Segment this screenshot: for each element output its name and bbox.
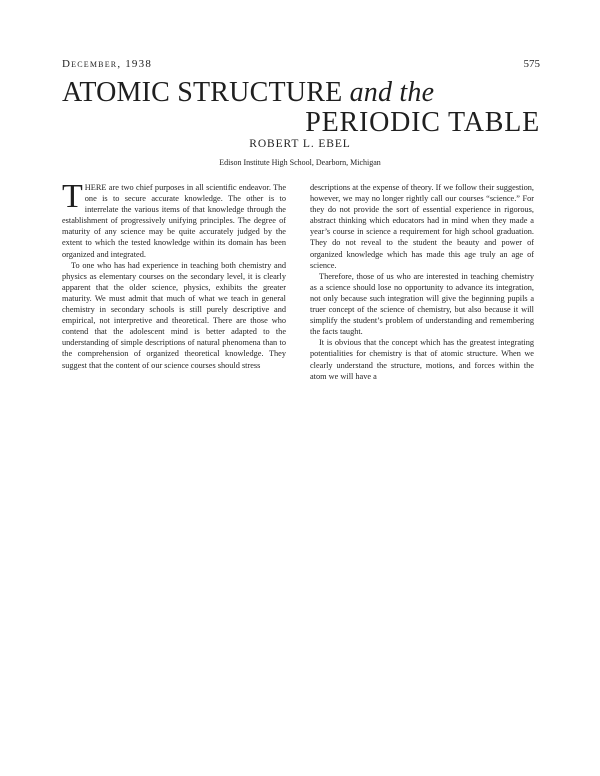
paragraph: To one who has had experience in teaching both chemistry and physics as elementary courses on the secondary level, it is clearly apparent that the older science, physics, exhibits the greater maturity. We must admit that much of what we teach in general chemistry in secondary schools is still purely descriptive and empirical, not interpretive and theoretical. There are those who contend that the adolescent mind is better adapted to the understanding of simple descriptions of natural phenomena than to the comprehension of organized theoretical knowledge. They suggest that the content of our science courses should stress [62, 260, 286, 370]
running-head: December, 1938 [62, 58, 153, 70]
title-line-2: PERIODIC TABLE [305, 107, 540, 138]
paragraph [62, 178, 286, 260]
article-title [62, 78, 540, 138]
title-line-1 [62, 78, 540, 108]
body-column-right [310, 182, 534, 382]
paragraph: Therefore, those of us who are interested in teaching chemistry as a science should lose no opportunity to advance its integration, not only because such integration will give the beginning pupils a truer concept of the science of chemistry, but also because it will simplify the student’s problem of understanding and remembering the facts taught. [310, 271, 534, 337]
author-name: ROBERT L. EBEL [249, 138, 351, 150]
title-italic-text: and the [349, 77, 435, 108]
paragraph: It is obvious that the concept which has the greatest integrating potentialities for chemistry is that of atomic structure. When we clearly understand the structure, motions, and forces within the atom we will have a [310, 338, 534, 381]
author-affiliation: Edison Institute High School, Dearborn, Michigan [219, 158, 381, 167]
paragraph-text: HERE are two chief purposes in all scientific endeavor. The one is to secure accurate knowledge. The other is to interrelate the various items of that knowledge through the establishment of progressively unifying principles. The degree of maturity of any science may be quite accurately judged by the extent to which the tested knowledge within its domain has been organized and integrated. [62, 183, 286, 259]
title-main-text: ATOMIC STRUCTURE [62, 77, 343, 108]
page-number: 575 [523, 58, 540, 70]
body-column-left [62, 178, 286, 371]
paragraph: descriptions at the expense of theory. If we follow their suggestion, however, we may no longer rightly call our courses “science.” For they do not provide the sort of essential experience in rigorous, abstract thinking which educators had in mind when they made a year’s course in science a requirement for high school graduation. They do not reveal to the student the beauty and power of organized knowledge which has made this age truly an age of science. [310, 183, 534, 270]
drop-cap: T [62, 178, 83, 215]
page-header [62, 58, 540, 72]
